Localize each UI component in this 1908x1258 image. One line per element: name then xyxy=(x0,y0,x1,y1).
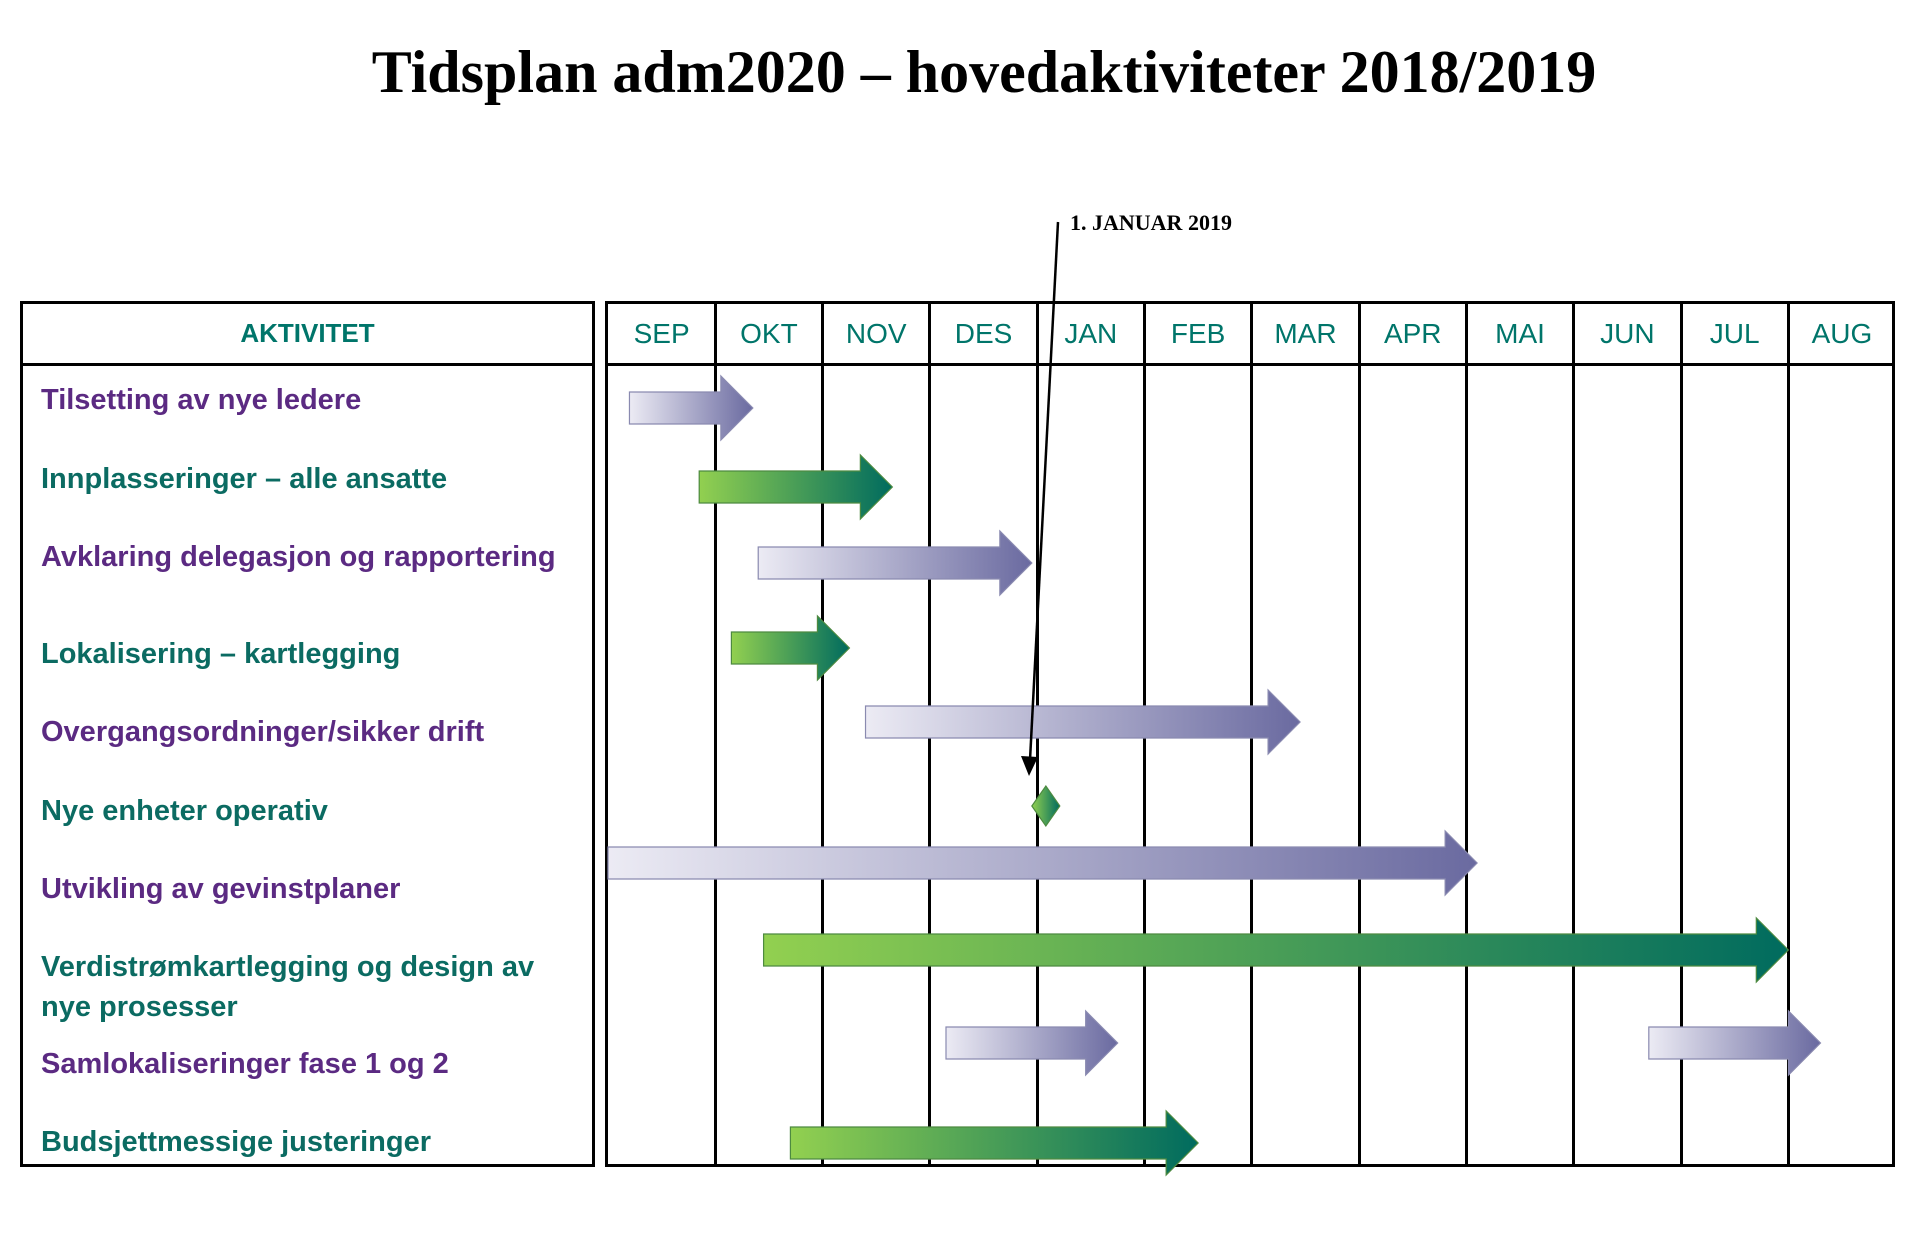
month-header-jun: JUN xyxy=(1600,317,1655,349)
activity-label-2: Innplasseringer – alle ansatte xyxy=(41,463,448,495)
marker-pointer-line xyxy=(1030,222,1058,760)
month-header-jul: JUL xyxy=(1709,317,1760,349)
activity-label-10: Budsjettmessige justeringer xyxy=(41,1126,431,1158)
activity-arrow-7 xyxy=(608,831,1477,895)
activity-label-8: Verdistrømkartlegging og design av nye prosesser xyxy=(41,951,535,1023)
month-header-nov: NOV xyxy=(845,317,907,349)
month-header-apr: APR xyxy=(1383,317,1442,349)
marker-label: 1. JANUAR 2019 xyxy=(1070,210,1232,235)
activity-arrow-1 xyxy=(629,376,752,440)
activity-label-9: Samlokaliseringer fase 1 og 2 xyxy=(41,1048,449,1080)
activity-label-4: Lokalisering – kartlegging xyxy=(41,638,401,670)
page-title: Tidsplan adm2020 – hovedaktiviteter 2018/2019 xyxy=(371,39,1597,105)
activity-arrow-10 xyxy=(790,1111,1198,1175)
month-header-mar: MAR xyxy=(1274,317,1337,349)
activity-arrow-9-2 xyxy=(1649,1011,1821,1075)
month-header-jan: JAN xyxy=(1064,317,1118,349)
activity-arrow-3 xyxy=(758,531,1032,595)
marker-pointer-arrowhead xyxy=(1021,756,1038,776)
activity-arrow-5 xyxy=(866,690,1301,754)
activity-label-6: Nye enheter operativ xyxy=(41,795,328,827)
month-header-feb: FEB xyxy=(1170,317,1226,349)
month-header-sep: SEP xyxy=(633,317,690,349)
activity-label-1: Tilsetting av nye ledere xyxy=(41,384,362,416)
month-header-aug: AUG xyxy=(1811,317,1873,349)
activity-arrow-9-1 xyxy=(946,1011,1118,1075)
activity-label-3: Avklaring delegasjon og rapportering xyxy=(41,541,556,573)
activity-label-7: Utvikling av gevinstplaner xyxy=(41,873,401,905)
month-header-okt: OKT xyxy=(740,317,798,349)
month-header-mai: MAI xyxy=(1495,317,1545,349)
activity-arrow-8 xyxy=(764,918,1789,982)
activity-label-5: Overgangsordninger/sikker drift xyxy=(41,716,485,748)
activity-arrow-2 xyxy=(699,455,892,519)
milestone-diamond xyxy=(1032,786,1060,826)
activity-arrow-4 xyxy=(731,616,849,680)
month-header-des: DES xyxy=(954,317,1013,349)
activity-header: AKTIVITET xyxy=(23,304,592,366)
